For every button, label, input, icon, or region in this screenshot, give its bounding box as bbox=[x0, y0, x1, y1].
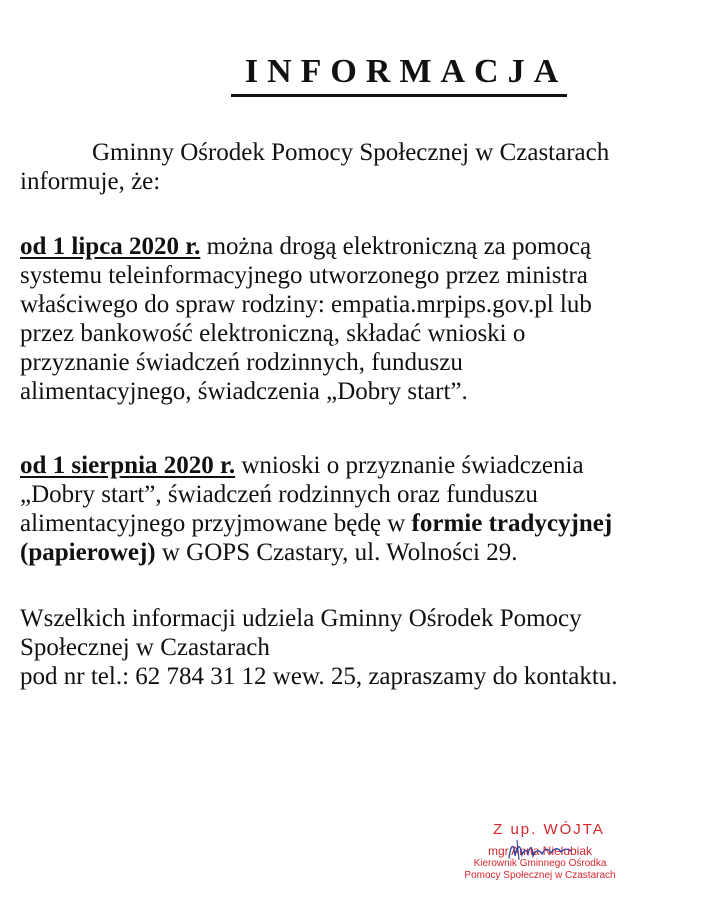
paragraph-august-line-1 bbox=[20, 451, 710, 480]
paragraph-july-line-6: alimentacyjnego, świadczenia „Dobry start”. bbox=[20, 378, 468, 405]
stamp-line-4: Pomocy Społecznej w Czastarach bbox=[464, 870, 616, 881]
july-date: od 1 lipca 2020 r. bbox=[20, 233, 201, 260]
stamp-line-1: Z up. WÓJTA bbox=[493, 821, 605, 838]
paragraph-july-line-4: przez bankowość elektroniczną, składać wnioski o bbox=[20, 320, 526, 347]
paragraph-august bbox=[20, 451, 710, 567]
intro-paragraph bbox=[20, 138, 710, 196]
stamp-line-2: mgr Anna Nielubiak bbox=[487, 844, 593, 858]
paragraph-july-line-2: systemu teleinformacyjnego utworzonego przez ministra bbox=[20, 262, 588, 289]
paragraph-august-line-4 bbox=[20, 538, 710, 567]
paragraph-july-line-1 bbox=[20, 232, 710, 261]
paragraph-july-line-3: właściwego do spraw rodziny: empatia.mrpips.gov.pl lub bbox=[20, 291, 592, 318]
august-line-3-bold: formie tradycyjnej bbox=[411, 510, 613, 537]
paragraph-contact-line-3: pod nr tel.: 62 784 31 12 wew. 25, zapraszamy do kontaktu. bbox=[20, 663, 618, 690]
july-line-1-rest: można drogą elektroniczną za pomocą bbox=[200, 233, 592, 260]
handwritten-signature bbox=[505, 836, 575, 866]
august-line-4-bold: (papierowej) bbox=[20, 539, 156, 566]
paragraph-july bbox=[20, 232, 710, 406]
august-line-4-rest: w GOPS Czastary, ul. Wolności 29. bbox=[155, 539, 518, 566]
august-line-3-start: alimentacyjnego przyjmowane będę w bbox=[20, 510, 412, 537]
august-date: od 1 sierpnia 2020 r. bbox=[20, 452, 236, 479]
paragraph-contact bbox=[20, 604, 710, 691]
title-text: INFORMACJA bbox=[231, 52, 567, 97]
august-line-1-rest: wnioski o przyznanie świadczenia bbox=[235, 452, 584, 479]
paragraph-july-line-5: przyznanie świadczeń rodzinnych, funduszu bbox=[20, 349, 463, 376]
paragraph-contact-line-2: Społecznej w Czastarach bbox=[20, 634, 270, 661]
paragraph-august-line-2: „Dobry start”, świadczeń rodzinnych oraz funduszu bbox=[20, 481, 538, 508]
intro-line-1: Gminny Ośrodek Pomocy Społecznej w Czastarach bbox=[92, 139, 610, 166]
intro-line-2: informuje, że: bbox=[20, 168, 161, 195]
paragraph-august-line-3 bbox=[20, 509, 710, 538]
paragraph-contact-line-1: Wszelkich informacji udziela Gminny Ośrodek Pomocy bbox=[20, 605, 582, 632]
document-title bbox=[0, 52, 728, 97]
stamp-line-3: Kierownik Gminnego Ośrodka bbox=[473, 858, 607, 869]
